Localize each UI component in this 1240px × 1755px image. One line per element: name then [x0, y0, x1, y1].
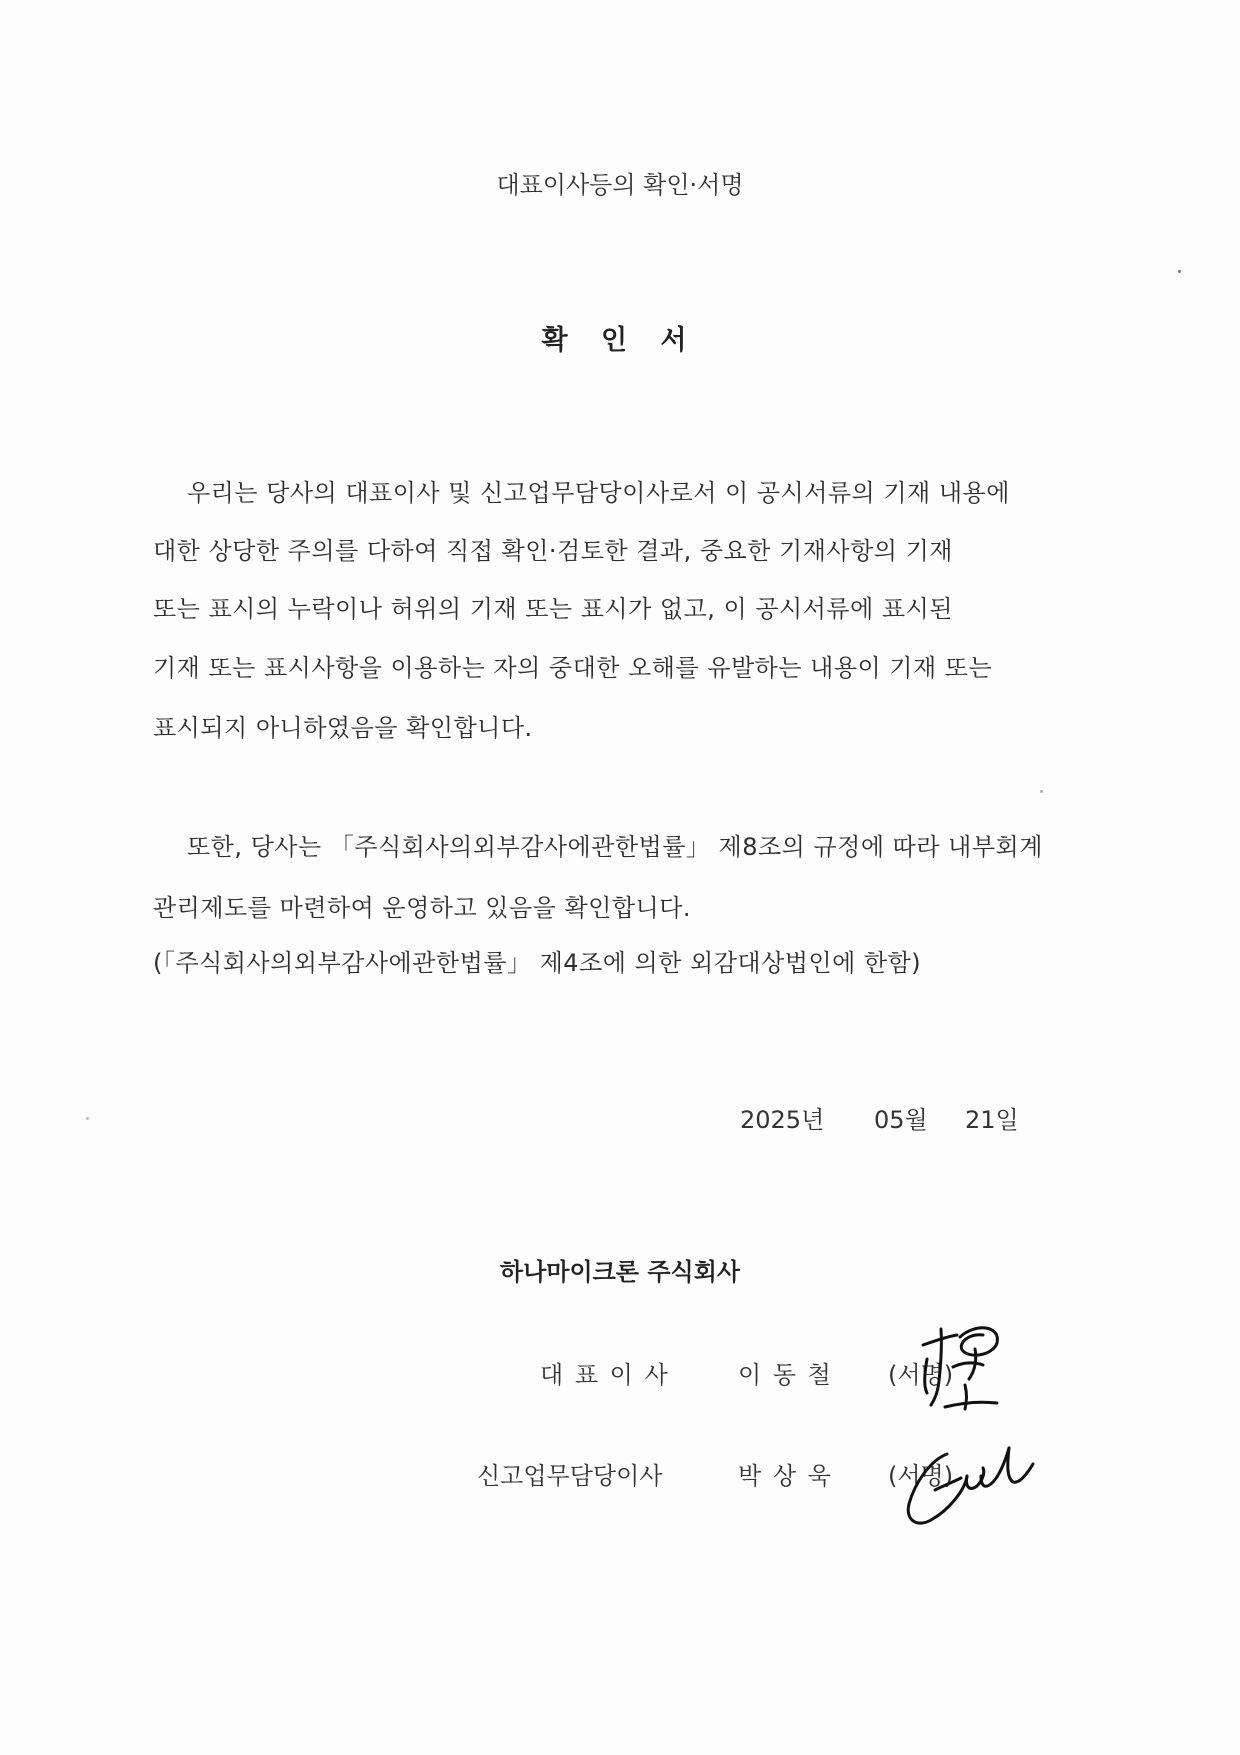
- signer1-sign-mark: (서명): [888, 1361, 954, 1389]
- company-name: 하나마이크론 주식회사: [499, 1258, 741, 1286]
- paragraph2-line-3: (「주식회사의외부감사에관한법률」 제4조에 의한 외감대상법인에 한함): [153, 949, 922, 977]
- paragraph2-line-2: 관리제도를 마련하여 운영하고 있음을 확인합니다.: [153, 894, 692, 922]
- date-month: 05월: [874, 1106, 928, 1134]
- date-day: 21일: [965, 1106, 1019, 1134]
- scan-speck: [1178, 270, 1181, 273]
- scan-speck: [1040, 790, 1043, 793]
- signer2-role: 신고업무담당이사: [477, 1462, 663, 1490]
- paragraph1-line-5: 표시되지 아니하였음을 확인합니다.: [153, 714, 533, 742]
- paragraph2-line-1: 또한, 당사는 「주식회사의외부감사에관한법률」 제8조의 규정에 따라 내부회계: [187, 833, 1043, 861]
- signer1-role: 대 표 이 사: [540, 1361, 670, 1389]
- document-title: 확 인 서: [541, 325, 699, 356]
- signer2-name: 박 상 욱: [738, 1462, 833, 1490]
- signature-1-icon: [905, 1315, 1015, 1420]
- paragraph1-line-2: 대한 상당한 주의를 다하여 직접 확인·검토한 결과, 중요한 기재사항의 기재: [153, 537, 953, 565]
- signer2-sign-mark: (서명): [888, 1462, 954, 1490]
- signature-2-icon: [895, 1420, 1035, 1540]
- paragraph1-line-4: 기재 또는 표시사항을 이용하는 자의 중대한 오해를 유발하는 내용이 기재 또는: [153, 654, 993, 682]
- scan-speck: [86, 1117, 89, 1120]
- date-year: 2025년: [740, 1106, 825, 1134]
- document-heading: 대표이사등의 확인·서명: [496, 171, 744, 199]
- paragraph1-line-1: 우리는 당사의 대표이사 및 신고업무담당이사로서 이 공시서류의 기재 내용에: [187, 479, 1010, 507]
- paragraph1-line-3: 또는 표시의 누락이나 허위의 기재 또는 표시가 없고, 이 공시서류에 표시된: [153, 595, 953, 623]
- signer1-name: 이 동 철: [738, 1361, 833, 1389]
